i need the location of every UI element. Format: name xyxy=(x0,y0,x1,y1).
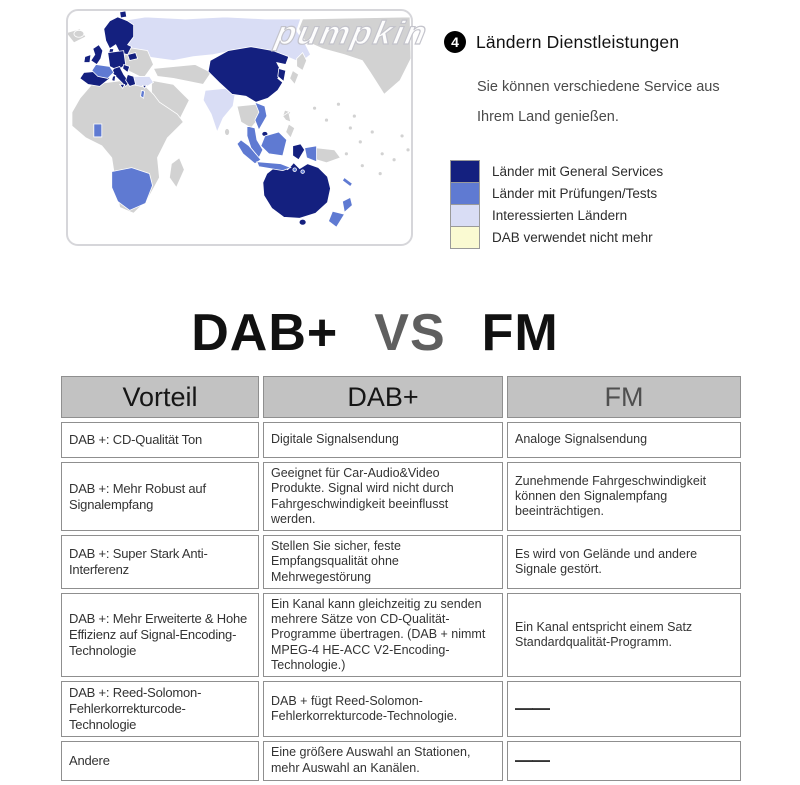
cell-fm: Analoge Signalsendung xyxy=(507,422,741,458)
map-region-iceland xyxy=(74,30,84,37)
map-region-ghana xyxy=(94,124,102,137)
vs-title xyxy=(0,305,750,362)
legend-swatch-interested xyxy=(450,204,480,227)
table-row xyxy=(61,422,741,458)
cell-dab: Stellen Sie sicher, feste Empfangsqualität ohne Mehrwegestörung xyxy=(263,535,503,589)
legend-item-interested xyxy=(450,204,663,227)
map-region-svalbard xyxy=(120,11,127,18)
map-region-sunda-2 xyxy=(301,170,305,174)
step-4-badge xyxy=(444,31,466,53)
legend-swatch-not-used xyxy=(450,226,480,249)
table-row xyxy=(61,681,741,737)
table-header-row xyxy=(61,376,741,418)
cell-vorteil: DAB +: Super Stark Anti-Interferenz xyxy=(61,535,259,589)
vs-title-dab: DAB+ xyxy=(191,304,339,362)
table-row xyxy=(61,741,741,781)
cell-fm-dash: —— xyxy=(507,681,741,737)
description-line-1: Sie können verschiedene Service aus xyxy=(477,79,720,95)
table-row xyxy=(61,535,741,589)
header-vorteil: Vorteil xyxy=(61,376,259,418)
pumpkin-logo xyxy=(268,14,430,54)
cell-fm: Ein Kanal entspricht einem Satz Standardqualität-Programm. xyxy=(507,593,741,677)
pumpkin-logo-text: pumpkin xyxy=(272,15,432,52)
cell-fm: Zunehmende Fahrgeschwindigkeit können den Signalempfang beeinträchtigen. xyxy=(507,462,741,531)
cell-vorteil: Andere xyxy=(61,741,259,781)
map-region-israel xyxy=(141,90,145,98)
legend-label-general-services: Länder mit General Services xyxy=(492,164,664,179)
legend-label-interested: Interessierten Ländern xyxy=(492,208,628,223)
cell-vorteil: DAB +: Mehr Erweiterte & Hohe Effizienz auf Signal-Encoding-Technologie xyxy=(61,593,259,677)
header-fm: FM xyxy=(507,376,741,418)
map-region-sri-lanka xyxy=(225,128,230,135)
section-heading xyxy=(444,31,679,53)
header-dab: DAB+ xyxy=(263,376,503,418)
cell-vorteil: DAB +: Reed-Solomon-Fehlerkorrekturcode-Technologie xyxy=(61,681,259,737)
map-legend xyxy=(450,160,663,249)
table-row xyxy=(61,593,741,677)
cell-dab: Eine größere Auswahl an Stationen, mehr Auswahl an Kanälen. xyxy=(263,741,503,781)
cell-dab: Digitale Signalsendung xyxy=(263,422,503,458)
cell-dab: DAB + fügt Reed-Solomon-Fehlerkorrekturcode-Technologie. xyxy=(263,681,503,737)
table-row xyxy=(61,462,741,531)
map-region-sunda-1 xyxy=(293,168,297,172)
cell-dab: Ein Kanal kann gleichzeitig zu senden mehrere Sätze von CD-Qualität-Programme übertragen. (DAB + nimmt MPEG-4 HE-ACC V2-Encoding-Technologie.) xyxy=(263,593,503,677)
cell-dab: Geeignet für Car-Audio&Video Produkte. Signal wird nicht durch Fahrgeschwindigkeit beeinflusst werden. xyxy=(263,462,503,531)
comparison-table xyxy=(57,372,745,785)
vs-title-vs: VS xyxy=(374,304,446,362)
legend-swatch-general-services xyxy=(450,160,480,183)
legend-item-not-used xyxy=(450,226,663,249)
step-number: 4 xyxy=(451,34,459,50)
legend-item-general-services xyxy=(450,160,663,183)
section-heading-label: Ländern Dienstleistungen xyxy=(476,31,680,52)
cell-fm: Es wird von Gelände und andere Signale gestört. xyxy=(507,535,741,589)
vs-title-fm: FM xyxy=(481,304,559,362)
section-description xyxy=(477,72,720,132)
cell-vorteil: DAB +: Mehr Robust auf Signalempfang xyxy=(61,462,259,531)
legend-label-not-used: DAB verwendet nicht mehr xyxy=(492,230,653,245)
cell-fm-dash: —— xyxy=(507,741,741,781)
description-line-2: Ihrem Land genießen. xyxy=(477,109,619,125)
map-region-tasmania xyxy=(299,219,306,225)
cell-vorteil: DAB +: CD-Qualität Ton xyxy=(61,422,259,458)
legend-label-tests: Länder mit Prüfungen/Tests xyxy=(492,186,658,201)
legend-item-tests xyxy=(450,182,663,205)
legend-swatch-tests xyxy=(450,182,480,205)
